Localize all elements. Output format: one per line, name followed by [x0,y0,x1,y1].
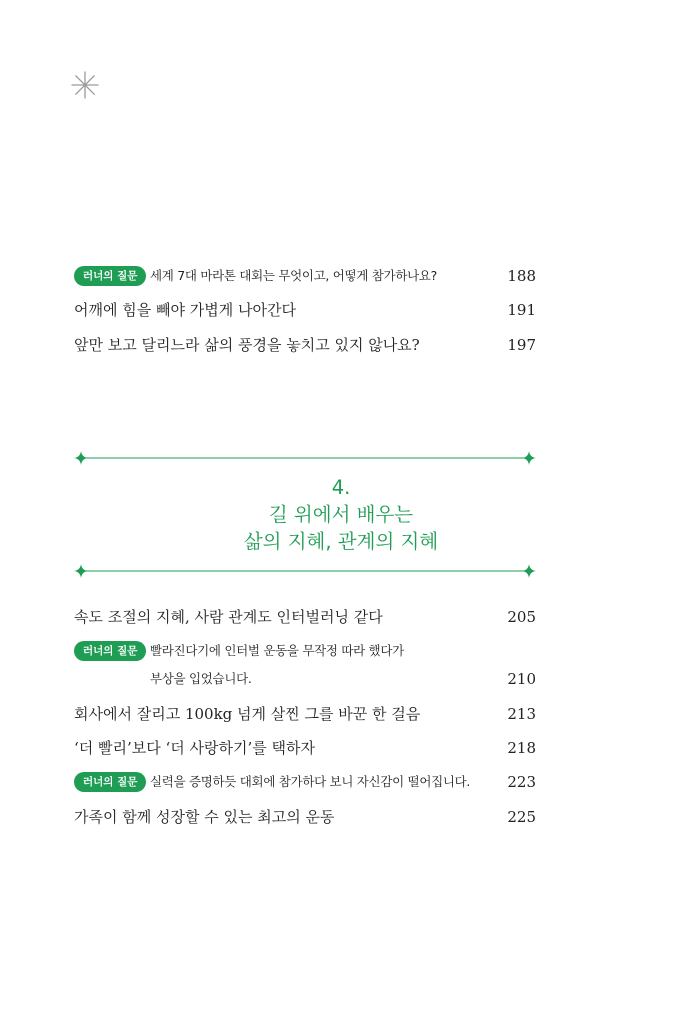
toc-entry-title: 가족이 함께 성장할 수 있는 최고의 운동 [74,808,335,826]
toc-entry-title: 세계 7대 마라톤 대회는 무엇이고, 어떻게 참가하나요? [150,268,437,283]
toc-entry-title: ‘더 빨리’보다 ‘더 사랑하기’를 택하자 [74,739,316,757]
runner-question-badge: 러너의 질문 [74,266,146,286]
toc-entry-title-line2: 부상을 입었습니다. [150,671,252,686]
chapter-number: 4. [331,476,351,499]
toc-entry[interactable] [74,333,536,357]
toc-entry-page: 191 [507,301,536,319]
toc-entry[interactable] [74,770,536,794]
chapter-divider-top [72,449,538,467]
toc-entry[interactable] [74,702,536,726]
toc-entry-title: 어깨에 힘을 빼야 가볍게 나아간다 [74,301,296,319]
toc-entry-page: 223 [507,773,536,791]
toc-entry-title: 실력을 증명하듯 대회에 참가하다 보니 자신감이 떨어집니다. [150,774,471,789]
runner-question-badge: 러너의 질문 [74,772,146,792]
toc-entry[interactable] [74,639,536,697]
chapter-title-line2: 삶의 지혜, 관계의 지혜 [243,530,439,553]
toc-entry-page: 218 [507,739,536,757]
asterisk-icon [71,71,99,99]
toc-entry-page: 197 [507,336,536,354]
runner-question-badge: 러너의 질문 [74,641,146,661]
toc-entry-title: 앞만 보고 달리느라 삶의 풍경을 놓치고 있지 않나요? [74,336,420,354]
toc-entry[interactable] [74,605,536,629]
toc-entry[interactable] [74,736,536,760]
toc-entry-title: 회사에서 잘리고 100kg 넘게 살찐 그를 바꾼 한 걸음 [74,705,421,723]
toc-entry[interactable] [74,264,536,288]
toc-entry-page: 210 [507,670,536,688]
toc-entry-title: 속도 조절의 지혜, 사람 관계도 인터벌러닝 같다 [74,608,383,626]
chapter-title-line1: 길 위에서 배우는 [268,503,414,526]
chapter-heading [0,474,682,555]
toc-entry-page: 188 [507,267,536,285]
toc-entry-title-line1: 빨라진다기에 인터벌 운동을 무작정 따라 했다가 [150,643,404,658]
toc-entry-page: 213 [507,705,536,723]
toc-entry-page: 205 [507,608,536,626]
chapter-divider-bottom [72,562,538,580]
toc-entry[interactable] [74,805,536,829]
toc-entry[interactable] [74,298,536,322]
toc-entry-page: 225 [507,808,536,826]
